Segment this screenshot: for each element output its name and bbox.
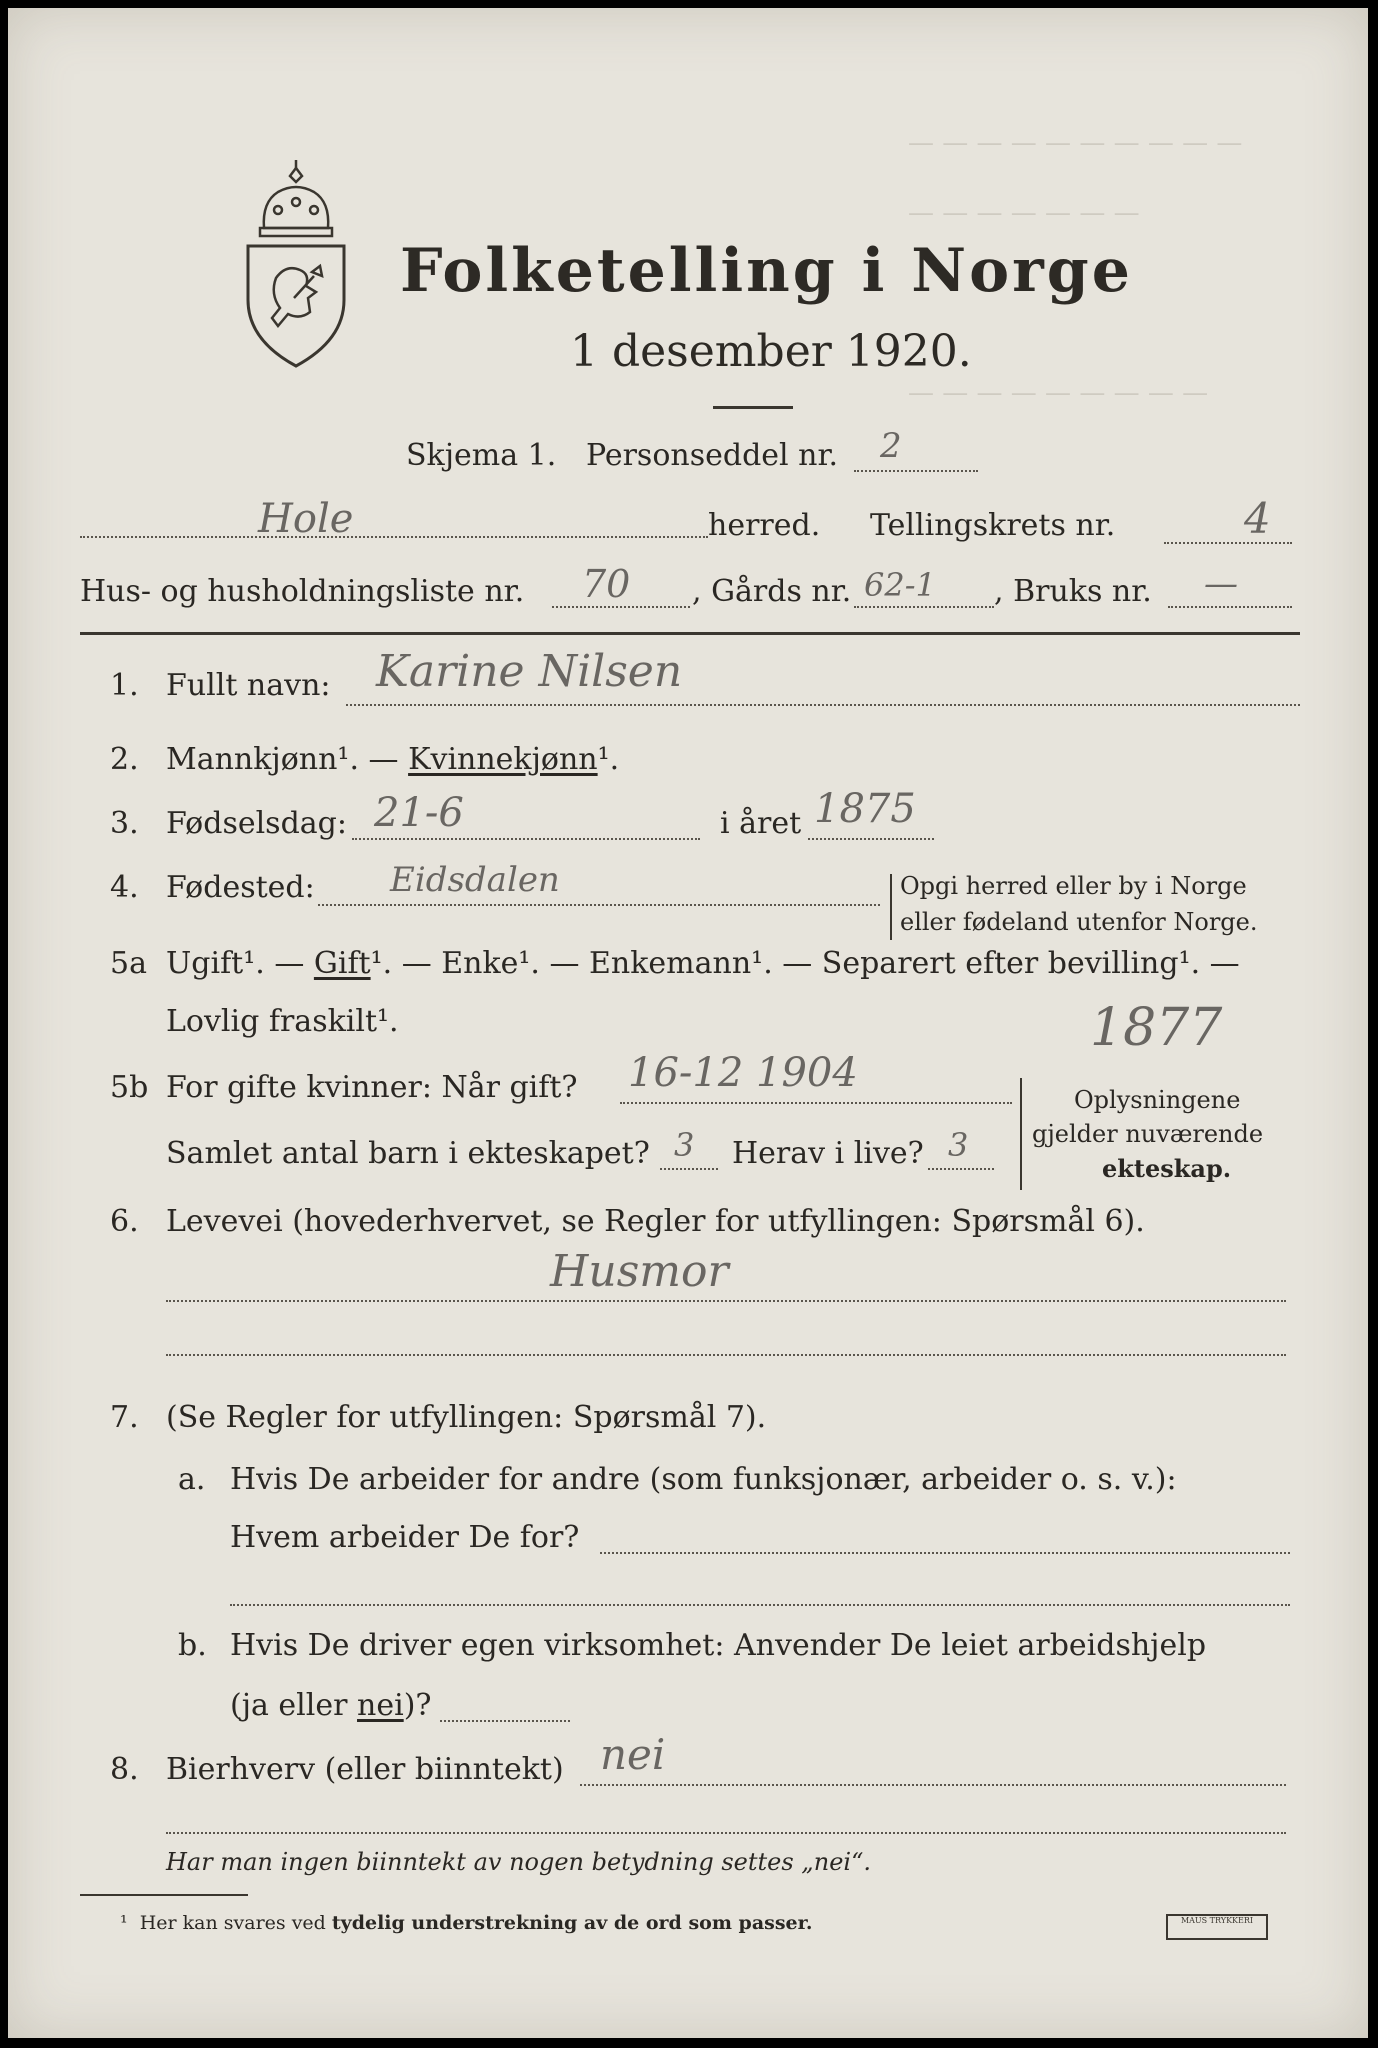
skjema-label: Skjema 1. [406, 438, 557, 473]
q1-value[interactable]: Karine Nilsen [376, 646, 683, 697]
q5b-note-2: gjelder nuværende [1032, 1120, 1264, 1148]
q1-label: Fullt navn: [166, 668, 331, 703]
personseddel-value[interactable]: 2 [880, 426, 902, 466]
q5b-note-3: ekteskap. [1102, 1154, 1232, 1183]
footnote-rule [80, 1894, 248, 1896]
q7a-number: a. [178, 1462, 206, 1497]
q6-value[interactable]: Husmor [550, 1246, 729, 1297]
q6-label: Levevei (hovederhvervet, se Regler for utfyllingen: Spørsmål 6). [166, 1204, 1145, 1239]
q1-line [346, 704, 1300, 706]
bleed-through-text: — — — — — — — [908, 198, 1140, 228]
q8-number: 8. [110, 1752, 139, 1787]
option-ugift[interactable]: Ugift¹. — [166, 946, 314, 981]
q5b-barn-value[interactable]: 3 [674, 1126, 695, 1164]
q3-year-line [808, 838, 934, 840]
q8-value[interactable]: nei [600, 1730, 666, 1779]
q7b-line [440, 1720, 570, 1722]
q7-number: 7. [110, 1400, 139, 1435]
q8-label: Bierhverv (eller biinntekt) [166, 1752, 564, 1787]
q3-line [352, 838, 700, 840]
q7-label: (Se Regler for utfyllingen: Spørsmål 7). [166, 1400, 767, 1435]
q6-line-1 [166, 1300, 1286, 1302]
tellingskrets-value[interactable]: 4 [1244, 494, 1271, 543]
option-kvinnekjonn[interactable]: Kvinnekjønn [408, 742, 598, 777]
bleed-through-text: — — — — — — — — — [908, 378, 1209, 408]
bruks-value[interactable]: — [1204, 564, 1238, 604]
q3-year-label: i året [720, 806, 802, 841]
bruks-line [1168, 606, 1292, 608]
husholdningsliste-line [552, 606, 690, 608]
q7a-line-1 [600, 1552, 1290, 1554]
q8-line-2 [166, 1832, 1286, 1834]
option-others[interactable]: ¹. — Enke¹. — Enkemann¹. — Separert efter bevilling¹. — [370, 946, 1240, 981]
q7a-line-2 [230, 1604, 1290, 1606]
q5b-barn-line [660, 1168, 718, 1170]
q5a-number: 5a [110, 946, 147, 981]
herred-label: herred. [708, 508, 821, 543]
option-nei[interactable]: nei [357, 1688, 404, 1723]
q7a-question: Hvem arbeider De for? [230, 1520, 580, 1555]
q2-number: 2. [110, 742, 139, 777]
q8-line-1 [580, 1784, 1286, 1786]
q4-number: 4. [110, 870, 139, 905]
husholdningsliste-value[interactable]: 70 [582, 562, 631, 606]
q4-note-1: Opgi herred eller by i Norge [900, 872, 1247, 900]
q5b-value[interactable]: 16-12 1904 [628, 1050, 858, 1096]
q6-number: 6. [110, 1204, 139, 1239]
q4-label: Fødested: [166, 870, 315, 905]
personseddel-line [854, 470, 978, 472]
q4-brace [890, 874, 892, 940]
bleed-through-text: — — — — — — — — — — [908, 128, 1243, 158]
tellingskrets-label: Tellingskrets nr. [870, 508, 1116, 543]
gaards-line [854, 606, 994, 608]
census-form [8, 8, 1368, 2038]
q7b-number: b. [178, 1628, 207, 1663]
herred-line [80, 536, 708, 538]
printer-stamp: MAUS TRYKKERI [1166, 1914, 1268, 1940]
option-mannkjonn[interactable]: Mannkjønn¹. — [166, 742, 409, 777]
personseddel-label: Personseddel nr. [586, 438, 839, 473]
q5b-ilive-value[interactable]: 3 [948, 1126, 969, 1164]
title-divider [713, 406, 793, 409]
header-rule [80, 632, 1300, 635]
bruks-label: , Bruks nr. [994, 574, 1152, 609]
q4-value[interactable]: Eidsdalen [390, 860, 560, 900]
form-subtitle: 1 desember 1920. [570, 326, 972, 377]
q3-value[interactable]: 21-6 [374, 790, 464, 836]
form-title: Folketelling i Norge [400, 236, 1133, 306]
herred-value[interactable]: Hole [258, 496, 354, 542]
q3-label: Fødselsdag: [166, 806, 347, 841]
coat-of-arms-emblem [236, 158, 356, 368]
q5b-ilive-line [928, 1168, 994, 1170]
option-gift[interactable]: Gift [313, 946, 371, 981]
q5b-ilive-label: Herav i live? [732, 1136, 924, 1171]
q7a-label: Hvis De arbeider for andre (som funksjonær, arbeider o. s. v.): [230, 1462, 1177, 1497]
husholdningsliste-label: Hus- og husholdningsliste nr. [80, 574, 525, 609]
gaards-value[interactable]: 62-1 [864, 566, 936, 604]
q5b-note-1: Oplysningene [1074, 1086, 1241, 1114]
tellingskrets-line [1164, 542, 1292, 544]
footnote: ¹ Her kan svares ved tydelig understrekning av de ord som passer. [120, 1912, 813, 1934]
q5b-brace [1020, 1078, 1022, 1190]
q5a-line-2[interactable]: Lovlig fraskilt¹. [166, 1004, 399, 1039]
q5a-options [166, 946, 1240, 981]
q6-line-2 [166, 1354, 1286, 1356]
q3-number: 3. [110, 806, 139, 841]
q5b-line [620, 1102, 1012, 1104]
q2-options: Mannkjønn¹. — Kvinnekjønn¹. [166, 742, 620, 777]
gaards-label: , Gårds nr. [692, 574, 852, 609]
q5b-label: For gifte kvinner: Når gift? [166, 1070, 578, 1105]
q5a-margin-note: 1877 [1090, 998, 1223, 1058]
q5b-number: 5b [110, 1070, 149, 1105]
q4-line [318, 904, 880, 906]
q4-note-2: eller fødeland utenfor Norge. [900, 908, 1258, 936]
q5b-barn-label: Samlet antal barn i ekteskapet? [166, 1136, 650, 1171]
q1-number: 1. [110, 668, 139, 703]
q7b-label: Hvis De driver egen virksomhet: Anvender De leiet arbeidshjelp [230, 1628, 1207, 1663]
footer-note: Har man ingen biinntekt av nogen betydning settes „nei“. [166, 1848, 871, 1876]
q7b-question: (ja eller nei)? [230, 1688, 432, 1723]
q3-year-value[interactable]: 1875 [814, 786, 916, 832]
